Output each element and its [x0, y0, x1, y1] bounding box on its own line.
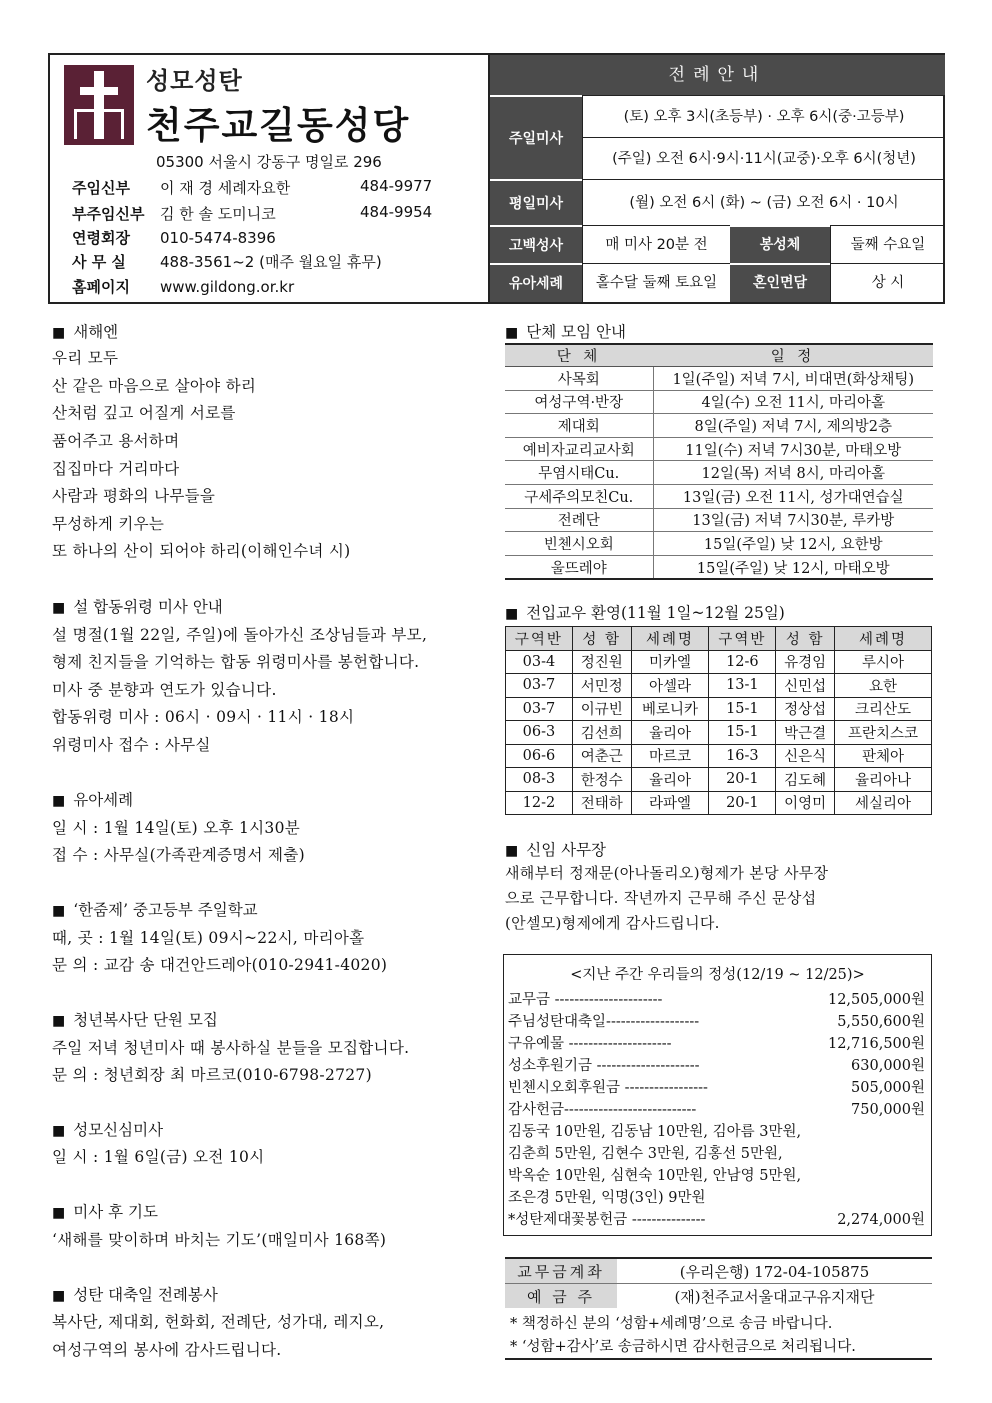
staff-name: 김 한 솔 도미니코: [160, 205, 276, 223]
table-row: [505, 1258, 932, 1284]
table-row: [506, 768, 932, 792]
cell: 율리아: [631, 768, 709, 792]
column-header: 세례명: [631, 627, 709, 651]
bulletin-header: [48, 53, 945, 304]
cell: 이규빈: [572, 697, 631, 721]
offering-label: 빈첸시오회후원금 -----------------: [508, 1080, 708, 1096]
thanks-line: 김동국 10만원, 김동남 10만원, 김아름 3만원,: [508, 1124, 802, 1140]
staff-phone: 484-9977: [360, 177, 433, 195]
memorial-line: 미사 중 분향과 연도가 있습니다.: [52, 681, 277, 699]
remittance-note: * ‘성함+감사’로 송금하시면 감사헌금으로 처리됩니다.: [510, 1339, 856, 1355]
section-school-title: ■ ‘한줌제’ 중고등부 주일학교: [52, 901, 258, 919]
cell: 세실리아: [835, 791, 932, 815]
cell: 율리아나: [835, 768, 932, 792]
office-line: 으로 근무합니다. 작년까지 근무해 주신 문상섭: [505, 889, 817, 907]
infant-baptism-value: 홀수달 둘째 토요일: [582, 263, 730, 302]
group-name: 제대회: [505, 414, 653, 438]
table-row: [506, 697, 932, 721]
table-row: [505, 414, 933, 438]
offering-amount: 750,000원: [851, 1102, 925, 1118]
poem-line: 산처럼 깊고 어질게 서로를: [52, 404, 236, 422]
infant-line: 일 시 : 1월 14일(토) 오후 1시30분: [52, 819, 301, 837]
cell: 08-3: [506, 768, 573, 792]
offering-amount: 2,274,000원: [837, 1212, 925, 1228]
poem-line: 사람과 평화의 나무들을: [52, 487, 216, 505]
youth-line: 문 의 : 청년회장 최 마르코(010-6798-2727): [52, 1066, 372, 1084]
memorial-line: 위령미사 접수 : 사무실: [52, 736, 211, 754]
staff-role: 부주임신부: [72, 205, 145, 223]
office-line: (안셀모)형제에게 감사드립니다.: [505, 914, 720, 932]
group-name: 울뜨레야: [505, 555, 653, 579]
bank-label: 예 금 주: [505, 1284, 617, 1309]
liturgy-table: [488, 55, 945, 302]
staff-row: [72, 203, 433, 224]
offering-box: [503, 954, 932, 1236]
cell: 12-2: [506, 791, 573, 815]
poem-line: 또 하나의 산이 되어야 하리(이해인수녀 시): [52, 542, 351, 560]
cell: 김선희: [572, 721, 631, 745]
cell: 유경임: [776, 650, 835, 674]
office-line: 새해부터 정재문(아나돌리오)형제가 본당 사무장: [505, 864, 829, 882]
cell: 20-1: [709, 791, 776, 815]
table-row: [505, 367, 933, 391]
offering-amount: 630,000원: [851, 1058, 925, 1074]
staff-name: 488-3561~2 (매주 월요일 휴무): [160, 253, 382, 271]
offering-label: 구유예물 ---------------------: [508, 1036, 672, 1052]
anointing-value: 둘째 수요일: [830, 225, 945, 263]
staff-role: 사 무 실: [72, 253, 126, 271]
cell: 06-3: [506, 721, 573, 745]
homepage-link[interactable]: www.gildong.or.kr: [160, 278, 295, 296]
section-memorial-title: ■ 설 합동위령 미사 안내: [52, 598, 223, 616]
group-schedule: 13일(금) 저녁 7시30분, 루카방: [653, 508, 933, 532]
section-office-title: ■ 신임 사무장: [505, 841, 607, 859]
column-header: 성 함: [572, 627, 631, 651]
cell: 03-7: [506, 697, 573, 721]
confession-value: 매 미사 20분 전: [582, 225, 730, 263]
cell: 판체아: [835, 744, 932, 768]
section-prayer-title: ■ 미사 후 기도: [52, 1203, 158, 1221]
cell: 미카엘: [631, 650, 709, 674]
school-line: 문 의 : 교감 송 대건안드레아(010-2941-4020): [52, 956, 388, 974]
cell: 03-4: [506, 650, 573, 674]
poem-line: 집집마다 거리마다: [52, 460, 180, 478]
staff-row: [72, 251, 382, 272]
column-header: 성 함: [776, 627, 835, 651]
staff-role: 주임신부: [72, 179, 130, 197]
youth-line: 주일 저녁 청년미사 때 봉사하실 분들을 모집합니다.: [52, 1039, 410, 1057]
section-youth-title: ■ 청년복사단 단원 모집: [52, 1011, 218, 1029]
cell: 프란치스코: [835, 721, 932, 745]
cell: 신민섭: [776, 674, 835, 698]
group-name: 사목회: [505, 367, 653, 391]
thanks-line: 박옥순 10만원, 심현숙 10만원, 안남영 5만원,: [508, 1168, 802, 1184]
section-welcome-title: ■ 전입교우 환영(11월 1일~12월 25일): [505, 604, 785, 622]
sunday-mass-label: 주일미사: [490, 95, 582, 179]
group-schedule: 13일(금) 오전 11시, 성가대연습실: [653, 484, 933, 508]
poem-line: 산 같은 마음으로 살아야 하리: [52, 377, 257, 395]
table-row: [505, 484, 933, 508]
church-name: 천주교길동성당: [146, 104, 411, 147]
column-header: 구역반: [506, 627, 573, 651]
marriage-label: 혼인면담: [730, 265, 830, 302]
cell: 전태하: [572, 791, 631, 815]
cell: 정진원: [572, 650, 631, 674]
poem-line: 품어주고 용서하며: [52, 432, 180, 450]
bank-account-number: (우리은행) 172-04-105875: [617, 1258, 932, 1284]
cell: 신은식: [776, 744, 835, 768]
table-row: [506, 744, 932, 768]
weekday-mass-times: (월) 오전 6시 (화) ~ (금) 오전 6시 · 10시: [582, 179, 945, 225]
offering-amount: 12,716,500원: [827, 1036, 925, 1052]
cell: 06-6: [506, 744, 573, 768]
infant-line: 접 수 : 사무실(가족관계증명서 제출): [52, 846, 305, 864]
cell: 이영미: [776, 791, 835, 815]
liturgy-title: 전례안내: [490, 55, 945, 95]
cell: 16-3: [709, 744, 776, 768]
poem-line: 우리 모두: [52, 349, 119, 367]
group-schedule: 8일(주일) 저녁 7시, 제의방2층: [653, 414, 933, 438]
group-schedule: 4일(수) 오전 11시, 마리아홀: [653, 390, 933, 414]
group-name: 빈첸시오회: [505, 532, 653, 556]
table-header-row: [505, 344, 933, 367]
cell: 김도혜: [776, 768, 835, 792]
table-row: [505, 555, 933, 579]
cell: 한정수: [572, 768, 631, 792]
cell: 03-7: [506, 674, 573, 698]
staff-name: 010-5474-8396: [160, 229, 276, 247]
church-info: [50, 55, 488, 302]
offering-label: 감사헌금---------------------------: [508, 1102, 697, 1118]
offering-title: <지난 주간 우리들의 정성(12/19 ~ 12/25)>: [570, 967, 865, 983]
offering-label: *성탄제대꽃봉헌금 ---------------: [508, 1212, 706, 1228]
poem-line: 무성하게 키우는: [52, 515, 165, 533]
confession-label: 고백성사: [490, 225, 582, 263]
table-row: [505, 508, 933, 532]
table-row: [506, 791, 932, 815]
church-logo-icon: [64, 65, 134, 145]
group-schedule: 15일(주일) 낮 12시, 마태오방: [653, 555, 933, 579]
mary-line: 일 시 : 1월 6일(금) 오전 10시: [52, 1148, 265, 1166]
memorial-line: 합동위령 미사 : 06시 · 09시 · 11시 · 18시: [52, 708, 355, 726]
cell: 박근결: [776, 721, 835, 745]
group-name: 여성구역·반장: [505, 390, 653, 414]
group-name: 무염시태Cu.: [505, 461, 653, 485]
cell: 여춘근: [572, 744, 631, 768]
remittance-note: * 책정하신 분의 ‘성함+세례명’으로 송금 바랍니다.: [510, 1316, 833, 1332]
staff-phone: 484-9954: [360, 203, 433, 221]
offering-amount: 505,000원: [851, 1080, 925, 1096]
sunday-mass-saturday: (토) 오후 3시(초등부) · 오후 6시(중·고등부): [582, 95, 945, 137]
offering-label: 교무금 ----------------------: [508, 992, 663, 1008]
group-name: 예비자교리교사회: [505, 437, 653, 461]
prayer-line: ‘새해를 맞이하며 바치는 기도’(매일미사 168쪽): [52, 1231, 387, 1249]
memorial-line: 설 명절(1월 22일, 주일)에 돌아가신 조상님들과 부모,: [52, 626, 428, 644]
table-row: [505, 390, 933, 414]
group-schedule-table: [505, 343, 933, 580]
group-schedule: 15일(주일) 낮 12시, 요한방: [653, 532, 933, 556]
bank-holder: (재)천주교서울대교구유지재단: [674, 1287, 875, 1306]
offering-amount: 12,505,000원: [827, 992, 925, 1008]
church-subtitle: 성모성탄: [146, 67, 243, 95]
cell: 베로니카: [631, 697, 709, 721]
group-schedule: 1일(주일) 저녁 7시, 비대면(화상채팅): [653, 367, 933, 391]
table-row: [506, 674, 932, 698]
section-newyear-title: ■ 새해엔: [52, 323, 119, 341]
group-name: 구세주의모친Cu.: [505, 484, 653, 508]
section-mary-title: ■ 성모신심미사: [52, 1121, 164, 1139]
cell: 율리아: [631, 721, 709, 745]
thanks-line: 김춘희 5만원, 김현수 3만원, 김홍선 5만원,: [508, 1146, 783, 1162]
cell: 15-1: [709, 721, 776, 745]
christmas-line: 여성구역의 봉사에 감사드립니다.: [52, 1341, 282, 1359]
group-schedule: 11일(수) 저녁 7시30분, 마태오방: [653, 437, 933, 461]
christmas-line: 복사단, 제대회, 헌화회, 전례단, 성가대, 레지오,: [52, 1313, 385, 1331]
offering-label: 주님성탄대축일-------------------: [508, 1014, 700, 1030]
infant-baptism-label: 유아세례: [490, 263, 582, 302]
cell: 아셀라: [631, 674, 709, 698]
staff-role: 홈페이지: [72, 278, 130, 296]
bank-account-table: [505, 1257, 932, 1308]
school-line: 때, 곳 : 1월 14일(토) 09시~22시, 마리아홀: [52, 929, 365, 947]
thanks-line: 조은경 5만원, 익명(3인) 9만원: [508, 1190, 706, 1206]
bank-label: 교무금계좌: [505, 1258, 617, 1284]
table-row: [505, 461, 933, 485]
divider: [505, 1358, 932, 1360]
church-address: 05300 서울시 강동구 명일로 296: [156, 153, 382, 171]
table-header-row: [506, 627, 932, 651]
section-christmas-title: ■ 성탄 대축일 전례봉사: [52, 1286, 218, 1304]
weekday-mass-label: 평일미사: [490, 179, 582, 225]
group-schedule: 12일(목) 저녁 8시, 마리아홀: [653, 461, 933, 485]
table-row: [506, 721, 932, 745]
cell: 20-1: [709, 768, 776, 792]
cell: 라파엘: [631, 791, 709, 815]
sunday-mass-sunday: (주일) 오전 6시·9시·11시(교중)·오후 6시(청년): [582, 137, 945, 179]
new-parishioner-table: [505, 626, 932, 815]
cell: 정상섭: [776, 697, 835, 721]
staff-role: 연령회장: [72, 229, 130, 247]
cell: 서민정: [572, 674, 631, 698]
table-row: [506, 650, 932, 674]
cell: 15-1: [709, 697, 776, 721]
section-group-title: ■ 단체 모임 안내: [505, 323, 626, 341]
table-row: [505, 1284, 932, 1309]
section-infant-title: ■ 유아세례: [52, 791, 134, 809]
cell: 크리산도: [835, 697, 932, 721]
marriage-value: 상 시: [830, 263, 945, 302]
cell: 요한: [835, 674, 932, 698]
group-name: 전례단: [505, 508, 653, 532]
offering-amount: 5,550,600원: [837, 1014, 925, 1030]
table-row: [505, 532, 933, 556]
memorial-line: 형제 친지들을 기억하는 합동 위령미사를 봉헌합니다.: [52, 653, 420, 671]
cell: 루시아: [835, 650, 932, 674]
column-header: 구역반: [709, 627, 776, 651]
staff-name: 이 재 경 세례자요한: [160, 179, 291, 197]
staff-row: [72, 227, 276, 248]
staff-row: [72, 276, 294, 297]
column-header: 세례명: [835, 627, 932, 651]
anointing-label: 봉성체: [730, 227, 830, 263]
staff-row: [72, 177, 433, 198]
cell: 12-6: [709, 650, 776, 674]
offering-label: 성소후원기금 ---------------------: [508, 1058, 700, 1074]
column-header: 단 체: [505, 344, 653, 367]
cell: 13-1: [709, 674, 776, 698]
column-header: 일 정: [653, 344, 933, 367]
table-row: [505, 437, 933, 461]
cell: 마르코: [631, 744, 709, 768]
